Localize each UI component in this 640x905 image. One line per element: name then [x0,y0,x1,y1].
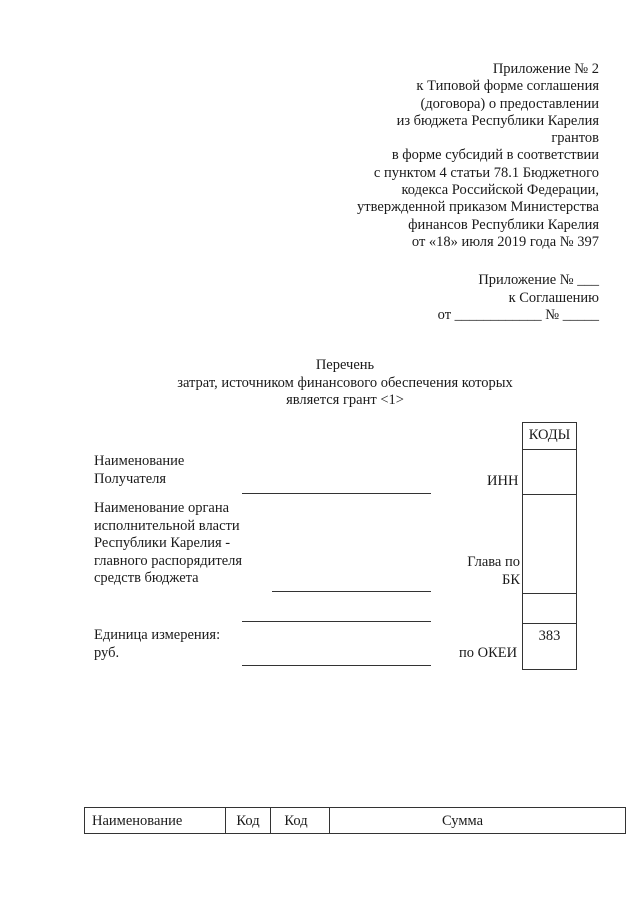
unit-label-line: руб. [94,644,120,661]
appendix-number: Приложение № ___ [478,272,599,288]
title-line: затрат, источником финансового обеспечения которых [177,374,513,391]
appendix-date: от ____________ № _____ [437,307,599,323]
organ-label-line: главного распорядителя [94,552,243,569]
bk-label-line: БК [502,571,520,588]
document-title [150,357,540,410]
header-line: кодекса Российской Федерации, [401,182,599,199]
header-line: к Типовой форме соглашения [416,78,599,95]
header-line: в форме субсидий в соответствии [391,147,599,164]
appendix-header-block [299,61,599,251]
bk-code-cell [523,494,576,593]
codes-column [522,422,577,670]
unit-label-line: Единица измерения: [94,627,221,643]
header-line: от «18» июля 2019 года № 397 [411,233,599,250]
title-line: является грант <1> [286,392,404,408]
organ-underline [272,591,431,592]
codes-header: КОДЫ [528,427,571,443]
column-name: Наименование [92,813,183,829]
header-line: Приложение № 2 [492,61,599,77]
unit-label [94,627,220,662]
agreement-appendix-block [438,272,599,325]
recipient-underline [242,493,431,494]
inn-label: ИНН [487,473,519,489]
organ-label-line: Наименование органа [94,500,230,516]
organ-label [94,500,242,588]
blank-code-cell [523,593,576,623]
column-code-2: Код [270,808,329,833]
bk-label-line: Глава по [467,554,520,570]
column-sum: Сумма [329,808,625,833]
recipient-label-line: Получателя [94,470,167,487]
organ-label-line: исполнительной власти [94,517,240,534]
appendix-agreement: к Соглашению [508,289,599,306]
costs-table-header [84,807,626,834]
header-line: утвержденной приказом Министерства [357,199,599,216]
recipient-label [94,453,184,488]
recipient-label-line: Наименование [94,453,185,469]
header-line: с пунктом 4 статьи 78.1 Бюджетного [373,164,599,181]
header-line: из бюджета Республики Карелия [396,112,599,129]
organ-label-line: Республики Карелия - [94,535,231,551]
column-code-1: Код [225,808,270,833]
bk-label [464,554,520,589]
header-line: грантов [551,130,599,147]
unit-underline [242,665,431,666]
organ-underline-2 [242,621,431,622]
header-line: (договора) о предоставлении [420,95,599,112]
title-line: Перечень [315,357,375,373]
okei-code-cell: 383 [523,623,576,669]
okei-label: по ОКЕИ [459,645,518,661]
inn-code-cell [523,449,576,494]
organ-label-line: средств бюджета [94,570,199,586]
header-line: финансов Республики Карелия [408,216,599,233]
